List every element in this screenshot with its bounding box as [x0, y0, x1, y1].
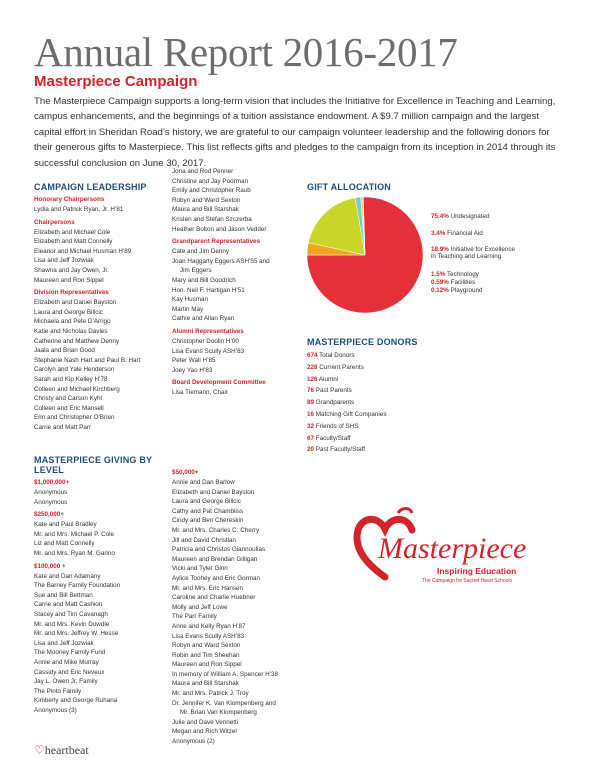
- donor-count-row: [307, 444, 457, 456]
- leadership-col-1: [34, 182, 169, 432]
- legend-facilities: 0.59% Facilities: [431, 279, 476, 286]
- donor-name: Colleen and Michael Kirchberg: [34, 385, 120, 393]
- donor-name: Robin and Tim Sheehan: [172, 651, 240, 659]
- donor-name: Cassidy and Eric Neveux: [34, 668, 105, 676]
- donor-category: Past Faculty/Staff: [315, 446, 365, 454]
- donor-name: Elizabeth and Matt Connelly: [34, 238, 113, 246]
- donor-count: 228: [307, 363, 318, 371]
- donor-name: Heather Bolton and Jason Vedder: [172, 225, 267, 233]
- legend-initiative: 18.9% Initiative for Excellence in Teaching and Learning: [431, 246, 516, 261]
- donor-name: Jay L. Owen Jr. Family: [34, 678, 98, 686]
- giving-col-2: [172, 465, 312, 747]
- donor-name: Kay Husman: [172, 296, 209, 304]
- donor-name: Mr. and Mrs. Michael P. Cole: [34, 530, 115, 538]
- donor-name: Patricia and Christos Giannoulias: [172, 546, 266, 554]
- heartbeat-brand: heartbeat: [44, 743, 89, 757]
- legend-undesignated: 75.4% Undesignated: [431, 213, 490, 220]
- donor-name: Mr. and Mrs. Jeffrey W. Hesse: [34, 630, 119, 638]
- donor-name: Kate and Dan Adamany: [34, 572, 101, 580]
- donor-name: Carolyn and Yale Henderson: [34, 366, 115, 374]
- legend-technology: 1.5% Technology: [431, 271, 479, 278]
- donor-name: Jill and David Christian: [172, 536, 237, 544]
- group-heading: Division Representatives: [34, 289, 109, 297]
- donor-name: Anonymous (2): [172, 738, 215, 746]
- donor-name: The Mooney Family Fund: [34, 649, 106, 657]
- allocation-section: [307, 182, 391, 195]
- donor-name: Cindy and Ben Chereskin: [172, 517, 244, 525]
- donor-name: Anonymous: [34, 489, 68, 496]
- donor-name: Mr. and Mrs. Patrick J. Troy: [172, 690, 249, 698]
- donor-name: Cate and Jim Denny: [172, 248, 230, 256]
- donor-name: Robyn and Ward Sexton: [172, 196, 241, 204]
- allocation-heading: GIFT ALLOCATION: [307, 182, 391, 192]
- donor-count-row: [307, 385, 457, 397]
- donor-name: Hon. Neil F. Hartigan H’51: [172, 286, 245, 294]
- donor-name: Elizabeth and Michael Cole: [34, 228, 111, 236]
- donor-name: Cathy and Pat Chambliss: [172, 507, 244, 515]
- donor-name: Lisa Tiemann, Chair: [172, 389, 228, 397]
- donor-category: Faculty/Staff: [315, 434, 351, 442]
- donor-count: 76: [307, 387, 315, 395]
- report-title: Annual Report 2016-2017: [34, 29, 458, 75]
- donor-name: Stacey and Tim Cavanagh: [34, 610, 108, 618]
- donor-name: Jona and Rod Penner: [172, 168, 234, 175]
- donor-name: Martin May: [172, 305, 204, 313]
- donor-name: Carrie and Matt Cashion: [34, 601, 103, 609]
- group-heading: Chairpersons: [34, 218, 75, 226]
- donor-name: Kristen and Stefan Szczerba: [172, 215, 252, 223]
- donor-name: Lydia and Patrick Ryan, Jr. H’81: [34, 206, 124, 213]
- donor-name: Robyn and Ward Sexton: [172, 642, 241, 650]
- group-heading: Alumni Representatives: [172, 327, 244, 335]
- donor-count-row: [307, 397, 457, 409]
- leadership-list-1: [34, 196, 169, 432]
- leadership-col-2: [172, 167, 307, 398]
- group-heading: Grandparent Representatives: [172, 238, 261, 246]
- donor-name: Mr. and Mrs. Eric Hansen: [172, 584, 244, 592]
- giving-col-1: [34, 455, 169, 715]
- donor-name: Dr. Jennifer K. Van Klompenberg and: [172, 699, 276, 707]
- donors-list: [307, 350, 457, 456]
- giving-list-1: [34, 479, 169, 715]
- donor-count: 20: [307, 446, 315, 454]
- donor-count: 89: [307, 399, 315, 407]
- group-heading: Honorary Chairpersons: [34, 196, 105, 203]
- donor-name: Jim Eggers: [180, 267, 212, 275]
- donor-name: Emily and Christopher Raub: [172, 187, 251, 195]
- donor-name: Christy and Carson Kyhl: [34, 395, 102, 403]
- donor-name: Caroline and Charlie Huebner: [172, 594, 256, 602]
- donor-count: 67: [307, 434, 315, 442]
- donor-count-row: [307, 350, 457, 362]
- legend-financial-aid: 3.4% Financial Aid: [431, 230, 483, 237]
- donor-count-row: [307, 409, 457, 421]
- donor-name: Lisa Evans Scully ASH’83: [172, 632, 245, 640]
- donors-section: [307, 337, 457, 456]
- leadership-heading: CAMPAIGN LEADERSHIP: [34, 182, 147, 192]
- donor-name: In memory of William A. Spencer H’38: [172, 670, 279, 678]
- donor-name: Liz and Matt Connelly: [34, 540, 95, 548]
- group-heading: $100,000 +: [34, 562, 66, 570]
- group-heading: $250,000+: [34, 511, 64, 519]
- footer-brand: [34, 743, 89, 758]
- donor-name: Elizabeth and Daniel Bayston: [172, 488, 255, 496]
- group-heading: $50,000+: [172, 469, 199, 476]
- giving-heading: MASTERPIECE GIVING BY LEVEL: [34, 455, 153, 475]
- donor-count: 126: [307, 375, 318, 383]
- donor-name: Molly and Jeff Lowe: [172, 603, 228, 611]
- donor-name: Elizabeth and Daniel Bayston: [34, 299, 117, 307]
- donor-count-row: [307, 421, 457, 433]
- donor-name: Kate and Paul Bradley: [34, 521, 97, 529]
- donor-name: Maureen and Ron Sippel: [34, 276, 104, 284]
- donor-name: Michaela and Pete D’Arrigo: [34, 318, 111, 326]
- donor-name: Mr. and Mrs. Ryan M. Garino: [34, 549, 115, 557]
- logo-subtitle: Inspiring Education: [437, 566, 517, 576]
- donor-name: Maureen and Brendan Gilligan: [172, 555, 258, 563]
- donor-name: Julie and Dave Vennetti: [172, 718, 239, 726]
- donor-name: Laura and George Billcic: [172, 498, 241, 506]
- donor-category: Alumni: [318, 375, 339, 383]
- donor-count: 674: [307, 352, 318, 359]
- giving-list-2: [172, 469, 312, 747]
- logo-tagline: The Campaign for Sacred Heart Schools: [422, 578, 513, 584]
- donor-category: Total Donors: [319, 352, 355, 359]
- campaign-subtitle: Masterpiece Campaign: [34, 73, 198, 90]
- group-heading: Board Development Committee: [172, 379, 266, 387]
- donor-category: Grandparents: [315, 399, 355, 407]
- donor-count-row: [307, 374, 457, 386]
- intro-paragraph: The Masterpiece Campaign supports a long-term vision that includes the Initiative for Excellence in Teaching and Learning, campus enhancements, and the beginnings of a tuition assistance endowment. A $9.7 million campaign and the largest capital effort in Sheridan Road’s history, we are grateful to our campaign volunteer leadership and the following donors for their generous gifts to Masterpiece. This list reflects gifts and pledges to the campaign from its inception in 2014 through its successful conclusion on June 30, 2017.: [34, 96, 556, 169]
- donor-name: Lisa and Jeff Jozwiak: [34, 257, 94, 265]
- donor-name: Mr. and Mrs. Charles C. Cherry: [172, 526, 260, 534]
- donor-name: Kimberly and George Ruhana: [34, 697, 118, 705]
- donor-name: Jaala and Brian Good: [34, 347, 95, 355]
- donor-name: Lisa Evans Scully ASH’83: [172, 347, 245, 355]
- donor-name: Sue and Bill Bettman: [34, 591, 93, 599]
- donor-name: Carrie and Matt Parr: [34, 423, 92, 431]
- donor-name: Catherine and Matthew Denny: [34, 337, 120, 345]
- donor-name: The Pinto Family: [34, 687, 82, 695]
- donor-name: Peter Wall H’85: [172, 357, 216, 365]
- donor-name: Lisa and Jeff Jozwiak: [34, 639, 94, 647]
- donor-name: The Barney Family Foundation: [34, 582, 121, 590]
- donor-name: Christopher Doolin H’00: [172, 337, 239, 345]
- donor-name: Eleanor and Michael Husman H’89: [34, 247, 132, 255]
- donor-name: Joan Haggarty Eggers ASH’55 and: [172, 257, 270, 265]
- donor-name: Anonymous (3): [34, 706, 77, 714]
- donor-count: 16: [307, 410, 315, 418]
- donor-name: Colleen and Eric Mansell: [34, 404, 104, 412]
- group-heading: $1,000,000+: [34, 479, 70, 486]
- donor-name: Mr. Brian Van Klompenberg: [180, 709, 257, 717]
- donor-count-row: [307, 362, 457, 374]
- donor-category: Past Parents: [315, 387, 352, 395]
- donor-category: Matching Gift Companies: [315, 410, 387, 418]
- donor-name: Katie and Nicholas Davies: [34, 327, 108, 335]
- donor-name: Aylice Toohey and Eric Gorman: [172, 574, 260, 582]
- donor-count: 32: [307, 422, 315, 430]
- donor-name: Maureen and Ron Sippel: [172, 661, 242, 669]
- legend-playground: 0.12% Playground: [431, 287, 483, 294]
- donor-name: Erin and Christopher O’Brien: [34, 414, 115, 422]
- donor-name: Laura and George Billcic: [34, 308, 103, 316]
- donor-name: Sarah and Kip Kelley H’78: [34, 375, 108, 383]
- donor-name: Cathie and Allan Ryan: [172, 315, 235, 323]
- heart-icon: ♡: [34, 743, 45, 757]
- donor-category: Current Parents: [319, 363, 364, 371]
- allocation-pie-chart: [305, 195, 425, 315]
- donor-name: Annie and Mike Murray: [34, 658, 99, 666]
- leadership-list-2: [172, 167, 307, 398]
- donor-name: The Parr Family: [172, 613, 217, 621]
- donor-name: Megan and Rich Witzel: [172, 728, 237, 736]
- donor-name: Maura and Bill Starshak: [172, 680, 239, 688]
- donor-name: Vicki and Tyler Ginn: [172, 565, 228, 573]
- donor-name: Anne and Kelly Ryan H’87: [172, 622, 246, 630]
- donor-name: Anonymous: [34, 498, 68, 506]
- donor-category: Friends of SHS: [315, 422, 359, 430]
- donor-name: Shawna and Jay Owen, Jr.: [34, 266, 109, 274]
- masterpiece-logo-word: Masterpiece: [378, 532, 527, 565]
- donor-name: Annie and Dan Barlow: [172, 479, 235, 486]
- donor-name: Christine and Jay Poorman: [172, 177, 248, 185]
- donors-heading: MASTERPIECE DONORS: [307, 337, 418, 347]
- donor-name: Stephanie Nash Hart and Paul B. Hart: [34, 356, 141, 364]
- donor-name: Maura and Bill Starshak: [172, 206, 239, 214]
- donor-name: Joey Yao H’83: [172, 366, 213, 374]
- donor-name: Mary and Bill Goodrich: [172, 276, 236, 284]
- donor-count-row: [307, 433, 457, 445]
- donor-name: Mr. and Mrs. Kevin Dowdle: [34, 620, 110, 628]
